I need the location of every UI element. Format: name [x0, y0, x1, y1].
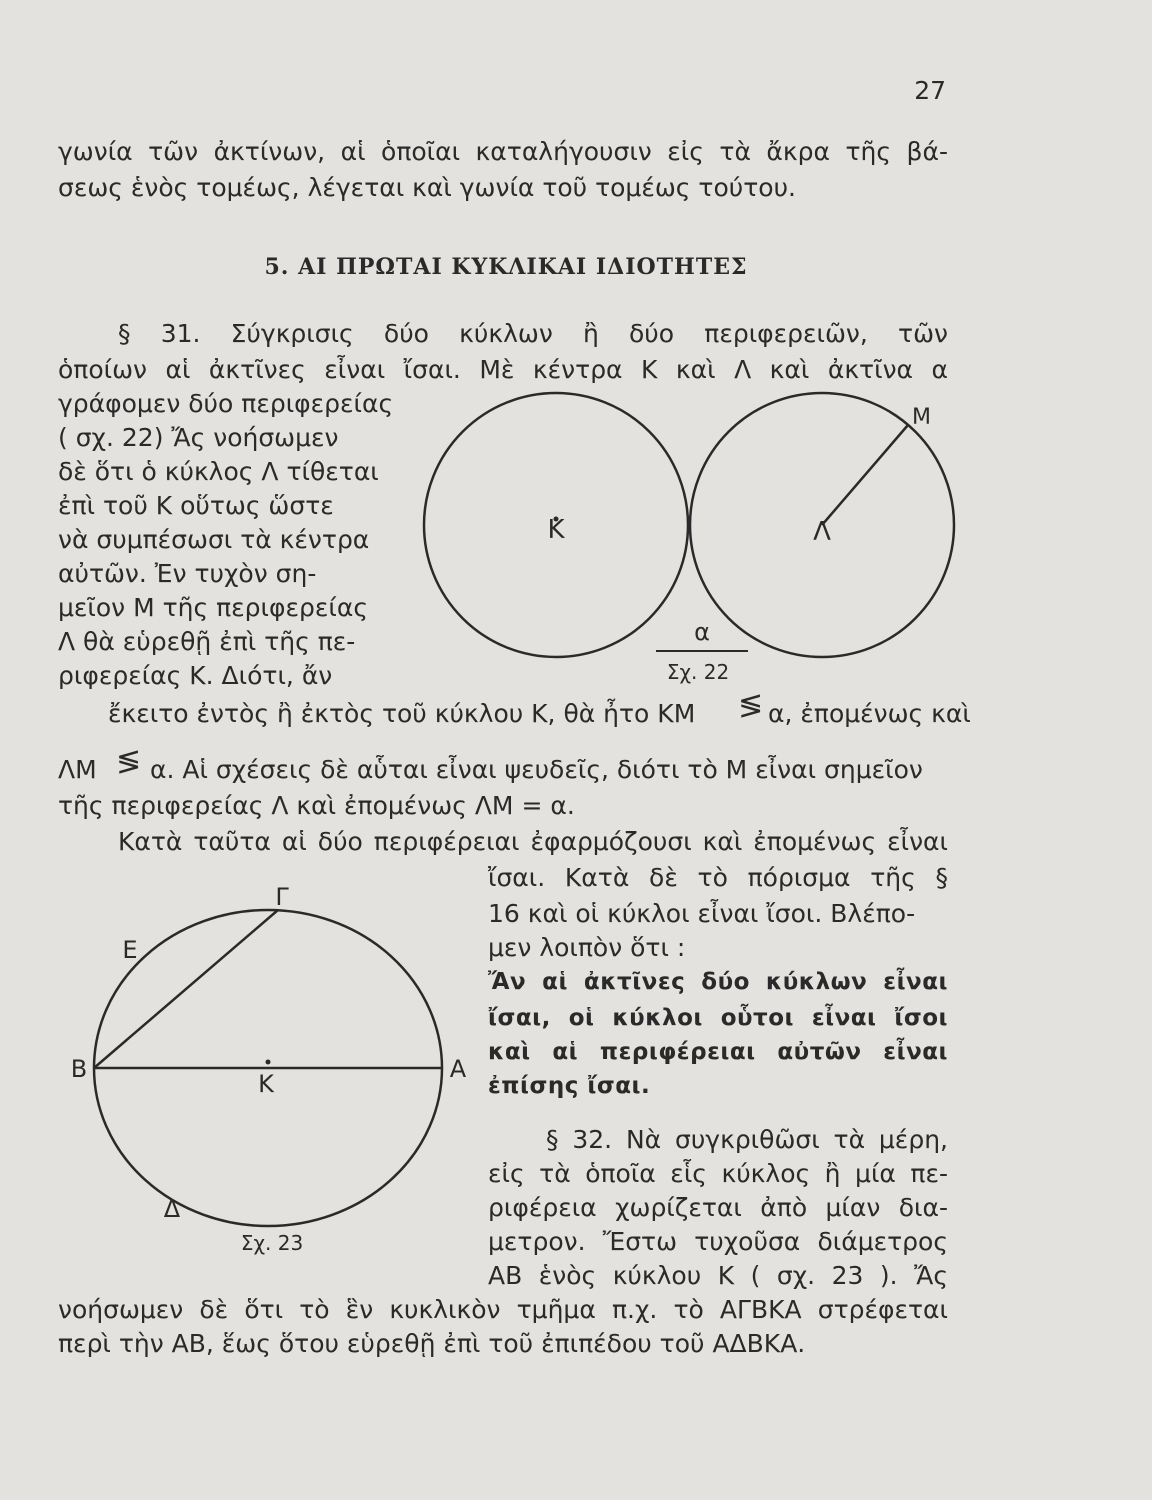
s31-line: ὁποίων αἱ ἀκτῖνες εἶναι ἴσαι. Μὲ κέντρα Κ καὶ Λ καὶ ἀκτῖνα α — [58, 355, 948, 384]
label-k: Κ — [547, 515, 565, 545]
s32-line: § 32. Νὰ συγκριθῶσι τὰ μέρη, — [546, 1125, 948, 1154]
s31-km-tail: α, ἐπομένως καὶ — [768, 699, 971, 728]
label-d: Δ — [163, 1195, 181, 1223]
s31-narrow-line: γράφομεν δύο περιφερείας — [58, 389, 394, 418]
s32-line: ριφέρεια χωρίζεται ἀπὸ μίαν δια- — [488, 1193, 948, 1222]
figure-23-caption: Σχ. 23 — [240, 1231, 304, 1255]
s32-line: εἰς τὰ ὁποῖα εἷς κύκλος ἢ μία πε- — [488, 1159, 948, 1188]
label-e: Ε — [122, 936, 138, 964]
page-number: 27 — [914, 76, 946, 105]
section-heading: 5. ΑΙ ΠΡΩΤΑΙ ΚΥΚΛΙΚΑΙ ΙΔΙΟΤΗΤΕΣ — [264, 254, 748, 280]
label-l: Λ — [813, 517, 831, 547]
lt-gt-symbol: ≶ — [116, 744, 142, 779]
theorem-line: ἴσαι, οἱ κύκλοι οὗτοι εἶναι ἴσοι — [488, 1005, 948, 1031]
label-b: Β — [70, 1055, 88, 1083]
s31-lm-head: ΛΜ — [58, 755, 97, 784]
conclusion-narrow-line: 16 καὶ οἱ κύκλοι εἶναι ἴσοι. Βλέπο- — [488, 899, 916, 928]
s31-narrow-line: δὲ ὅτι ὁ κύκλος Λ τίθεται — [58, 457, 379, 486]
lt-gt-symbol: ≶ — [738, 688, 764, 723]
label-m: Μ — [912, 405, 931, 430]
label-alpha: α — [694, 618, 710, 646]
s31-narrow-line: αὐτῶν. Ἐν τυχὸν ση- — [58, 559, 317, 588]
s31-narrow-line: ἐπὶ τοῦ Κ οὕτως ὥστε — [58, 491, 334, 520]
s32-line: περὶ τὴν ΑΒ, ἕως ὅτου εὑρεθῇ ἐπὶ τοῦ ἐπιπέδου τοῦ ΑΔΒΚΑ. — [58, 1329, 806, 1358]
s31-last-line: τῆς περιφερείας Λ καὶ ἐπομένως ΛΜ = α. — [58, 791, 575, 820]
s31-narrow-line: ( σχ. 22) Ἄς νοήσωμεν — [58, 423, 339, 452]
s32-line: ΑΒ ἑνὸς κύκλου Κ ( σχ. 23 ). Ἄς — [488, 1261, 948, 1290]
s31-narrow-line: νὰ συμπέσωσι τὰ κέντρα — [58, 525, 370, 554]
conclusion-line: Κατὰ ταῦτα αἱ δύο περιφέρειαι ἐφαρμόζουσι καὶ ἐπομένως εἶναι — [118, 827, 948, 856]
s31-km-line: ἔκειτο ἐντὸς ἢ ἐκτὸς τοῦ κύκλου Κ, θὰ ἦτο ΚΜ — [108, 699, 696, 728]
label-k23: Κ — [258, 1070, 274, 1098]
chord-bg — [94, 910, 278, 1068]
s32-line: νοήσωμεν δὲ ὅτι τὸ ἓν κυκλικὸν τμῆμα π.χ. τὸ ΑΓΒΚΑ στρέφεται — [58, 1295, 948, 1324]
s31-narrow-line: ριφερείας Κ. Διότι, ἄν — [58, 661, 333, 690]
center-dot-k23 — [266, 1060, 271, 1065]
theorem-line: Ἄν αἱ ἀκτῖνες δύο κύκλων εἶναι — [488, 969, 948, 995]
label-g: Γ — [275, 883, 289, 911]
figure-22-caption: Σχ. 22 — [666, 660, 730, 684]
s31-narrow-line: μεῖον Μ τῆς περιφερείας — [58, 593, 369, 622]
s31-line: § 31. Σύγκρισις δύο κύκλων ἢ δύο περιφερειῶν, τῶν — [118, 319, 948, 348]
conclusion-narrow-line: μεν λοιπὸν ὅτι : — [488, 933, 686, 962]
theorem-line: ἐπίσης ἴσαι. — [488, 1073, 651, 1099]
s31-lm-line: α. Αἱ σχέσεις δὲ αὗται εἶναι ψευδεῖς, διότι τὸ Μ εἶναι σημεῖον — [150, 755, 923, 784]
theorem-line: καὶ αἱ περιφέρειαι αὐτῶν εἶναι — [488, 1039, 948, 1065]
paragraph-line: γωνία τῶν ἀκτίνων, αἱ ὁποῖαι καταλήγουσιν εἰς τὰ ἄκρα τῆς βά- — [58, 137, 948, 166]
conclusion-narrow-line: ἴσαι. Κατὰ δὲ τὸ πόρισμα τῆς § — [488, 863, 948, 892]
label-a: Α — [449, 1055, 467, 1083]
s31-narrow-line: Λ θὰ εὑρεθῇ ἐπὶ τῆς πε- — [58, 627, 356, 656]
paragraph-line: σεως ἑνὸς τομέως, λέγεται καὶ γωνία τοῦ τομέως τούτου. — [58, 173, 796, 202]
s32-line: μετρον. Ἔστω τυχοῦσα διάμετρος — [488, 1227, 948, 1256]
